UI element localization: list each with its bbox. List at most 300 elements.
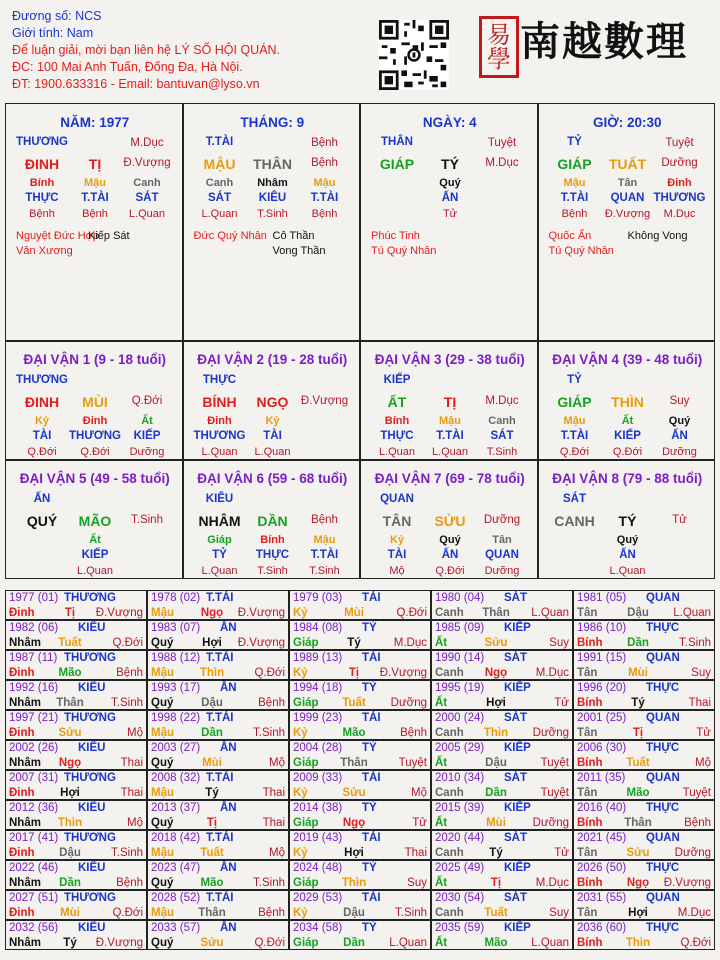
annual-luck-cell[interactable]: [289, 650, 431, 680]
year-label: 1982 (06): [9, 622, 59, 634]
year-stem: Mậu: [151, 607, 174, 619]
hidden-stem: Đinh: [207, 415, 232, 427]
annual-luck-cell[interactable]: [431, 800, 573, 830]
year-phase: Tử: [554, 697, 569, 709]
address: ĐC: 100 Mai Anh Tuấn, Đống Đa, Hà Nội.: [12, 60, 243, 74]
annual-luck-cell[interactable]: [431, 830, 573, 860]
year-label: 2027 (51): [9, 892, 59, 904]
hidden-god: T.TÀI: [310, 192, 339, 204]
year-stem: Đinh: [9, 847, 35, 859]
year-branch: Dần: [343, 937, 365, 949]
major-luck-stem: ẤT: [387, 394, 407, 410]
annual-luck-cell[interactable]: [5, 860, 147, 890]
hidden-phase: Bệnh: [82, 208, 108, 220]
major-luck-phase: Tử: [672, 514, 687, 526]
annual-luck-cell[interactable]: [289, 590, 431, 620]
year-label: 2009 (33): [293, 772, 343, 784]
pillar-branch: TỊ: [88, 156, 102, 172]
annual-luck-cell[interactable]: [573, 800, 715, 830]
annual-luck-cell[interactable]: [289, 770, 431, 800]
annual-luck-cell[interactable]: [147, 860, 289, 890]
year-stem: Đinh: [9, 787, 35, 799]
annual-luck-cell[interactable]: [573, 680, 715, 710]
year-branch: Thân: [56, 697, 84, 709]
year-phase: Q.Đới: [112, 637, 143, 649]
year-branch: Ngọ: [200, 607, 224, 619]
year-stem: Mậu: [151, 847, 174, 859]
year-phase: Thai: [120, 787, 143, 799]
hidden-phase: Q.Đới: [27, 446, 57, 458]
year-phase: M.Dục: [535, 877, 569, 889]
annual-luck-cell[interactable]: [431, 620, 573, 650]
annual-luck-cell[interactable]: [573, 620, 715, 650]
year-phase: Mộ: [269, 757, 285, 769]
major-luck-cell[interactable]: [5, 460, 183, 579]
year-phase: Bệnh: [116, 667, 143, 679]
year-label: 1999 (23): [293, 712, 343, 724]
hidden-stem: Quý: [439, 534, 461, 546]
year-phase: Suy: [691, 667, 711, 679]
year-stem: Mậu: [151, 907, 174, 919]
annual-luck-cell[interactable]: [289, 710, 431, 740]
hidden-phase: Tử: [442, 208, 458, 220]
annual-luck-cell[interactable]: [5, 710, 147, 740]
hidden-god: T.TÀI: [81, 192, 109, 204]
year-branch: Mão: [484, 937, 508, 949]
year-phase: Tử: [412, 817, 427, 829]
annual-luck-cell[interactable]: [147, 920, 289, 950]
year-label: 2000 (24): [435, 712, 485, 724]
hidden-stem: Canh: [133, 177, 161, 189]
year-stem: Giáp: [293, 637, 319, 649]
major-luck-title: ĐẠI VẬN 3 (29 - 38 tuổi): [374, 352, 525, 367]
hidden-phase: T.Sinh: [257, 565, 288, 577]
annual-luck-cell[interactable]: [573, 740, 715, 770]
hidden-phase: Q.Đới: [435, 565, 465, 577]
year-label: 2001 (25): [577, 712, 627, 724]
year-god: KIẾP: [504, 622, 531, 634]
year-phase: Suy: [407, 877, 427, 889]
annual-luck-cell[interactable]: [5, 590, 147, 620]
hidden-god: ẤN: [441, 549, 459, 561]
year-branch: Sửu: [58, 727, 82, 739]
hidden-god: TỶ: [212, 549, 227, 561]
annual-luck-cell[interactable]: [431, 650, 573, 680]
year-branch: Ngọ: [626, 877, 650, 889]
hidden-god: THƯƠNG: [193, 430, 246, 442]
annual-luck-cell[interactable]: [289, 680, 431, 710]
year-branch: Tị: [206, 817, 218, 829]
hidden-phase: T.Sinh: [257, 208, 288, 220]
year-label: 2004 (28): [293, 742, 343, 754]
major-luck-branch: SỬU: [434, 513, 466, 529]
pillar-branch: TUẤT: [608, 156, 647, 172]
annual-luck-cell[interactable]: [147, 830, 289, 860]
hidden-phase: Đ.Vượng: [604, 208, 651, 220]
year-god: THƯƠNG: [64, 772, 116, 784]
year-branch: Hợi: [60, 787, 80, 799]
year-stem: Quý: [151, 697, 174, 709]
year-phase: Tuyệt: [540, 757, 569, 769]
year-stem: Giáp: [293, 817, 319, 829]
year-god: SÁT: [504, 592, 527, 604]
pillar-cell[interactable]: [360, 103, 538, 341]
annual-luck-cell[interactable]: [147, 740, 289, 770]
year-stem: Bính: [577, 637, 603, 649]
year-branch: Hợi: [486, 697, 506, 709]
year-phase: Dưỡng: [674, 847, 711, 859]
hidden-phase: Q.Đới: [80, 446, 110, 458]
year-phase: Tử: [696, 727, 711, 739]
annual-luck-cell[interactable]: [5, 680, 147, 710]
year-phase: L.Quan: [389, 937, 427, 949]
year-label: 2014 (38): [293, 802, 343, 814]
year-label: 2035 (59): [435, 922, 485, 934]
annual-luck-cell[interactable]: [147, 770, 289, 800]
year-phase: Q.Đới: [112, 907, 143, 919]
major-luck-phase: M.Dục: [485, 395, 519, 407]
year-branch: Tị: [348, 667, 360, 679]
hidden-stem: Quý: [668, 415, 691, 427]
year-branch: Hợi: [202, 637, 222, 649]
year-god: ẤN: [220, 742, 237, 754]
hidden-stem: Mậu: [313, 177, 336, 189]
major-luck-title: ĐẠI VẬN 1 (9 - 18 tuổi): [23, 352, 167, 367]
major-luck-cell[interactable]: [538, 341, 716, 460]
year-stem: Kỷ: [293, 787, 308, 799]
year-phase: L.Quan: [531, 607, 569, 619]
year-branch: Sửu: [200, 937, 224, 949]
year-label: 2010 (34): [435, 772, 485, 784]
year-god: KIÊU: [78, 802, 106, 814]
major-luck-cell[interactable]: [183, 460, 361, 579]
annual-luck-cell[interactable]: [289, 890, 431, 920]
year-stem: Nhâm: [9, 697, 41, 709]
year-stem: Quý: [151, 817, 174, 829]
year-label: 2012 (36): [9, 802, 59, 814]
year-label: 2023 (47): [151, 862, 201, 874]
year-label: 2030 (54): [435, 892, 485, 904]
year-phase: T.Sinh: [253, 727, 285, 739]
pillar-stem: GIÁP: [557, 156, 592, 172]
year-stem: Đinh: [9, 607, 35, 619]
annual-luck-cell[interactable]: [5, 890, 147, 920]
year-label: 2028 (52): [151, 892, 201, 904]
hidden-god: THỰC: [255, 549, 290, 561]
year-god: THƯƠNG: [64, 652, 116, 664]
major-luck-stem: TÂN: [382, 513, 412, 529]
year-phase: Tử: [554, 847, 569, 859]
annual-luck-cell[interactable]: [573, 890, 715, 920]
year-stem: Nhâm: [9, 757, 41, 769]
annual-luck-cell[interactable]: [5, 650, 147, 680]
hidden-stem: Đinh: [667, 177, 692, 189]
year-label: 2002 (26): [9, 742, 59, 754]
year-label: 2003 (27): [151, 742, 201, 754]
annual-luck-cell[interactable]: [5, 740, 147, 770]
year-phase: T.Sinh: [111, 847, 143, 859]
year-branch: Tý: [347, 637, 361, 649]
pillar-title: THÁNG: 9: [240, 115, 305, 130]
year-god: THƯƠNG: [64, 892, 116, 904]
annual-luck-cell[interactable]: [147, 710, 289, 740]
hidden-phase: Dưỡng: [484, 565, 520, 577]
year-god: KIẾP: [504, 862, 531, 874]
year-stem: Bính: [577, 757, 603, 769]
year-god: KIÊU: [78, 682, 106, 694]
year-god: ẤN: [220, 622, 237, 634]
year-god: KIẾP: [504, 682, 531, 694]
year-branch: Thân: [198, 907, 226, 919]
pillar-god: THƯƠNG: [16, 136, 68, 148]
annual-luck-cell[interactable]: [573, 920, 715, 950]
pillar-stem: GIÁP: [379, 156, 415, 172]
year-god: QUAN: [646, 652, 680, 664]
year-branch: Tuất: [484, 907, 508, 919]
hidden-stem: Quý: [439, 177, 461, 189]
major-luck-cell[interactable]: [5, 341, 183, 460]
hidden-phase: L.Quan: [254, 446, 291, 458]
annual-luck-cell[interactable]: [5, 620, 147, 650]
year-god: QUAN: [646, 772, 680, 784]
hidden-god: TÀI: [387, 549, 407, 561]
major-luck-cell[interactable]: [183, 341, 361, 460]
year-phase: Tuyệt: [540, 787, 569, 799]
shensha-star: Tú Quý Nhân: [548, 245, 614, 257]
annual-luck-cell[interactable]: [147, 800, 289, 830]
major-luck-title: ĐẠI VẬN 5 (49 - 58 tuổi): [19, 471, 170, 486]
year-god: SÁT: [504, 772, 527, 784]
annual-luck-cell[interactable]: [431, 740, 573, 770]
year-branch: Tý: [631, 697, 645, 709]
pillar-cell[interactable]: [538, 103, 716, 341]
major-luck-branch: MÃO: [78, 513, 112, 529]
year-god: THỰC: [646, 802, 680, 814]
year-branch: Ngọ: [484, 667, 508, 679]
year-god: ẤN: [220, 682, 237, 694]
major-luck-god: KIẾP: [383, 374, 411, 386]
shensha-star: Không Vong: [627, 230, 688, 242]
annual-luck-cell[interactable]: [289, 620, 431, 650]
hidden-stem: Ất: [141, 415, 153, 427]
year-stem: Ất: [435, 697, 448, 709]
year-branch: Mão: [626, 787, 650, 799]
annual-luck-cell[interactable]: [5, 920, 147, 950]
year-label: 2024 (48): [293, 862, 343, 874]
year-stem: Tân: [577, 727, 598, 739]
year-god: TÀI: [362, 652, 381, 664]
hidden-phase: Q.Đới: [612, 446, 643, 458]
annual-luck-cell[interactable]: [573, 830, 715, 860]
year-god: SÁT: [504, 652, 527, 664]
year-label: 2029 (53): [293, 892, 343, 904]
annual-luck-cell[interactable]: [431, 890, 573, 920]
annual-luck-cell[interactable]: [431, 680, 573, 710]
year-label: 1994 (18): [293, 682, 343, 694]
hidden-stem: Canh: [488, 415, 516, 427]
hidden-god: TÀI: [263, 430, 282, 442]
year-god: KIÊU: [78, 862, 106, 874]
annual-luck-cell[interactable]: [573, 860, 715, 890]
chart-header: [12, 8, 280, 93]
year-label: 1998 (22): [151, 712, 201, 724]
hidden-god: T.TÀI: [560, 430, 589, 442]
year-phase: Thai: [262, 817, 285, 829]
major-luck-title: ĐẠI VẬN 2 (19 - 28 tuổi): [197, 352, 348, 367]
year-god: QUAN: [646, 712, 680, 724]
pillar-stem: ĐINH: [24, 156, 60, 172]
hidden-phase: L.Quan: [431, 446, 469, 458]
year-phase: Bệnh: [684, 817, 711, 829]
annual-luck-cell[interactable]: [573, 710, 715, 740]
annual-luck-cell[interactable]: [289, 920, 431, 950]
year-phase: L.Quan: [531, 937, 569, 949]
year-god: THỰC: [646, 922, 680, 934]
major-luck-phase: Đ.Vượng: [300, 395, 349, 407]
year-stem: Quý: [151, 637, 174, 649]
year-god: TÀI: [362, 892, 381, 904]
major-luck-cell[interactable]: [360, 341, 538, 460]
year-label: 2011 (35): [577, 772, 626, 784]
year-branch: Hợi: [628, 907, 648, 919]
hidden-phase: L.Quan: [609, 565, 646, 577]
year-stem: Bính: [577, 817, 603, 829]
annual-luck-cell[interactable]: [573, 650, 715, 680]
year-god: KIÊU: [78, 922, 106, 934]
year-phase: L.Quan: [673, 607, 711, 619]
year-label: 2005 (29): [435, 742, 485, 754]
year-stem: Ất: [435, 817, 448, 829]
hidden-stem: Bính: [384, 415, 410, 427]
major-luck-cell[interactable]: [360, 460, 538, 579]
year-label: 1990 (14): [435, 652, 485, 664]
year-phase: Bệnh: [116, 877, 143, 889]
pillar-status: Tuyệt: [665, 137, 694, 149]
year-stem: Ất: [435, 637, 448, 649]
year-god: THƯƠNG: [64, 712, 116, 724]
year-branch: Hợi: [344, 847, 364, 859]
annual-luck-cell[interactable]: [289, 800, 431, 830]
hidden-god: ẤN: [671, 430, 688, 442]
year-branch: Mão: [58, 667, 82, 679]
year-god: THỰC: [646, 862, 680, 874]
hidden-stem: Bính: [29, 177, 55, 189]
major-luck-god: THỰC: [202, 374, 237, 386]
year-label: 2036 (60): [577, 922, 627, 934]
major-luck-title: ĐẠI VẬN 8 (79 - 88 tuổi): [552, 471, 703, 486]
year-god: THỰC: [646, 622, 680, 634]
annual-luck-cell[interactable]: [147, 890, 289, 920]
year-god: TÀI: [362, 592, 381, 604]
annual-luck-cell[interactable]: [147, 680, 289, 710]
hidden-phase: L.Quan: [128, 208, 166, 220]
year-stem: Bính: [577, 697, 603, 709]
annual-luck-cell[interactable]: [5, 770, 147, 800]
pillar-cell[interactable]: [5, 103, 183, 341]
year-label: 1991 (15): [577, 652, 627, 664]
year-god: TÀI: [362, 712, 381, 724]
year-label: 1980 (04): [435, 592, 485, 604]
hidden-phase: T.Sinh: [486, 446, 518, 458]
year-stem: Mậu: [151, 727, 174, 739]
annual-luck-cell[interactable]: [431, 710, 573, 740]
major-luck-god: ẤN: [33, 493, 51, 505]
pillar-cell[interactable]: [183, 103, 361, 341]
year-label: 2016 (40): [577, 802, 627, 814]
year-god: T.TÀI: [206, 652, 234, 664]
annual-luck-cell[interactable]: [431, 590, 573, 620]
hidden-stem: Quý: [616, 534, 639, 546]
year-phase: Mộ: [127, 817, 143, 829]
year-branch: Tuất: [342, 697, 366, 709]
annual-luck-cell[interactable]: [5, 830, 147, 860]
year-god: TÀI: [362, 772, 381, 784]
hidden-god: T.TÀI: [436, 430, 464, 442]
year-phase: Dưỡng: [390, 697, 427, 709]
major-luck-god: SÁT: [563, 493, 586, 505]
pillar-god: TỶ: [567, 136, 582, 148]
major-luck-phase: Suy: [669, 395, 690, 407]
year-phase: Thai: [120, 757, 143, 769]
year-branch: Dần: [59, 877, 81, 889]
year-phase: Thai: [688, 697, 711, 709]
year-stem: Nhâm: [9, 877, 41, 889]
major-luck-stem: CANH: [554, 513, 595, 529]
shensha-star: Tú Quý Nhân: [371, 245, 437, 257]
annual-luck-cell[interactable]: [431, 770, 573, 800]
year-stem: Kỷ: [293, 667, 308, 679]
year-god: TỶ: [362, 862, 377, 874]
hidden-god: ẤN: [441, 192, 459, 204]
hidden-phase: T.Sinh: [309, 565, 340, 577]
year-god: QUAN: [646, 832, 680, 844]
major-luck-god: TỶ: [567, 374, 582, 386]
annual-luck-cell[interactable]: [573, 770, 715, 800]
major-luck-cell[interactable]: [538, 460, 716, 579]
hidden-stem: Mậu: [563, 415, 586, 427]
major-luck-stem: BÍNH: [202, 394, 237, 410]
year-label: 2015 (39): [435, 802, 485, 814]
annual-luck-cell[interactable]: [573, 590, 715, 620]
hidden-stem: Đinh: [82, 415, 108, 427]
year-label: 1997 (21): [9, 712, 59, 724]
year-stem: Ất: [435, 877, 448, 889]
year-label: 1979 (03): [293, 592, 343, 604]
year-branch: Thân: [624, 817, 652, 829]
qr-code-icon[interactable]: [379, 20, 449, 90]
year-god: KIÊU: [78, 742, 106, 754]
annual-luck-cell[interactable]: [431, 920, 573, 950]
annual-luck-cell[interactable]: [431, 860, 573, 890]
annual-luck-cell[interactable]: [289, 740, 431, 770]
year-branch: Dậu: [59, 847, 81, 859]
hidden-phase: L.Quan: [378, 446, 416, 458]
year-stem: Nhâm: [9, 817, 41, 829]
annual-luck-cell[interactable]: [147, 590, 289, 620]
hidden-god: TÀI: [32, 430, 52, 442]
major-luck-branch: MÙI: [82, 394, 108, 410]
year-branch: Thìn: [625, 937, 651, 949]
year-stem: Giáp: [293, 937, 319, 949]
annual-luck-cell[interactable]: [147, 650, 289, 680]
year-branch: Thân: [340, 757, 368, 769]
year-branch: Mùi: [344, 607, 364, 619]
annual-luck-cell[interactable]: [5, 800, 147, 830]
annual-luck-cell[interactable]: [289, 860, 431, 890]
annual-luck-cell[interactable]: [289, 830, 431, 860]
year-label: 1978 (02): [151, 592, 201, 604]
annual-luck-cell[interactable]: [147, 620, 289, 650]
